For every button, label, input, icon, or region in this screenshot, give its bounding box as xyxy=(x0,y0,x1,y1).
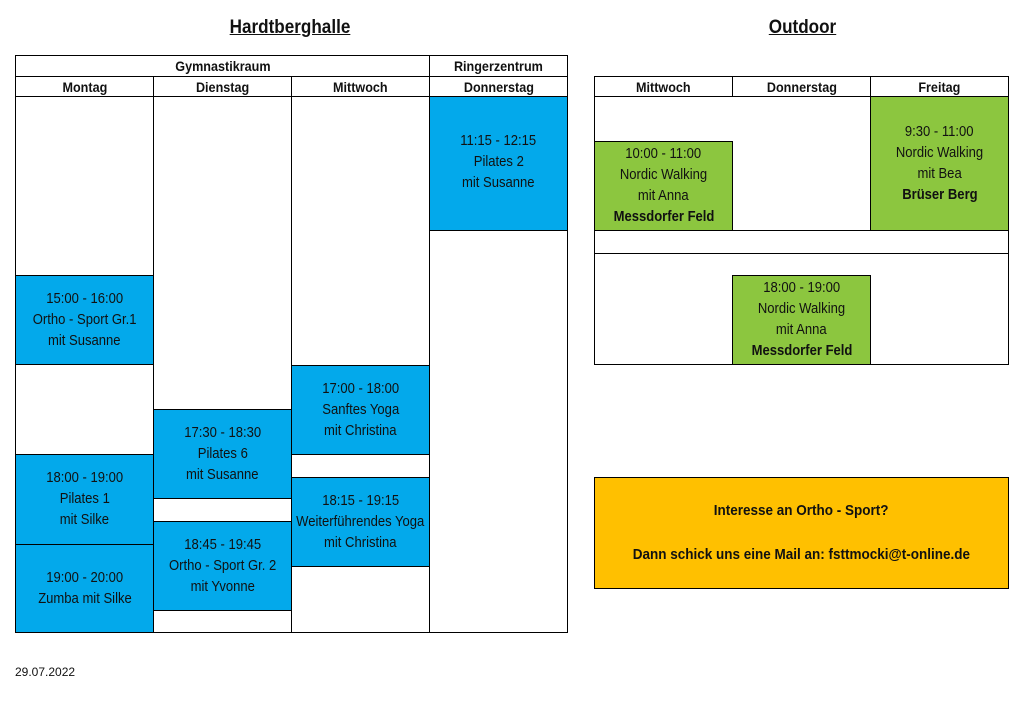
day-header-donnerstag xyxy=(732,76,871,97)
event-course: Pilates 2 xyxy=(473,154,524,170)
day-label: Mittwoch xyxy=(333,78,388,95)
group-label: Ringerzentrum xyxy=(454,58,543,74)
group-header-ringerzentrum xyxy=(429,55,568,77)
event-sanftes-yoga[interactable] xyxy=(291,365,430,455)
event-course: Pilates 1 xyxy=(59,491,110,507)
event-time: 10:00 - 11:00 xyxy=(625,146,702,162)
event-time: 18:45 - 19:45 xyxy=(184,536,261,553)
event-time: 18:15 - 19:15 xyxy=(322,492,399,509)
event-pilates-1[interactable] xyxy=(15,454,154,545)
event-course: Zumba mit Silke xyxy=(37,590,132,607)
event-time: 17:30 - 18:30 xyxy=(184,424,261,441)
event-trainer: mit Susanne xyxy=(462,175,535,191)
event-trainer: mit Yvonne xyxy=(190,578,255,595)
event-pilates-6[interactable] xyxy=(153,409,292,499)
event-trainer: mit Bea xyxy=(917,166,962,182)
day-label: Freitag xyxy=(918,78,961,95)
day-label: Montag xyxy=(62,78,107,95)
event-trainer: mit Susanne xyxy=(186,466,259,483)
event-trainer: mit Susanne xyxy=(48,332,121,349)
event-time: 19:00 - 20:00 xyxy=(46,569,123,586)
event-course: Ortho - Sport Gr.1 xyxy=(32,311,137,328)
outdoor-title: Outdoor xyxy=(768,17,837,38)
info-question: Interesse an Ortho - Sport? xyxy=(714,502,889,519)
event-ortho-sport-gr2[interactable] xyxy=(153,521,292,611)
event-course: Sanftes Yoga xyxy=(322,401,399,418)
event-course: Nordic Walking xyxy=(757,301,846,317)
day-header-mittwoch xyxy=(291,76,430,97)
day-label: Donnerstag xyxy=(463,78,534,95)
event-location: Messdorfer Feld xyxy=(613,209,714,225)
event-course: Pilates 6 xyxy=(197,445,248,462)
event-course: Nordic Walking xyxy=(895,145,984,161)
event-location: Messdorfer Feld xyxy=(751,343,852,359)
event-nordic-walking-bea[interactable] xyxy=(870,96,1009,231)
event-time: 18:00 - 19:00 xyxy=(763,280,840,296)
day-header-donnerstag xyxy=(429,76,568,97)
day-header-mittwoch xyxy=(594,76,733,97)
event-trainer: mit Anna xyxy=(776,322,827,338)
day-label: Donnerstag xyxy=(766,78,837,95)
event-nordic-walking-anna-evening[interactable] xyxy=(732,275,871,365)
event-course: Weiterführendes Yoga xyxy=(296,513,425,530)
info-contact-email[interactable]: Dann schick uns eine Mail an: fsttmocki@t-online.de xyxy=(632,546,971,563)
event-location: Brüser Berg xyxy=(901,187,978,203)
event-trainer: mit Christina xyxy=(324,422,397,439)
event-course: Ortho - Sport Gr. 2 xyxy=(168,557,277,574)
group-header-gymnastikraum xyxy=(15,55,430,77)
event-ortho-sport-gr1[interactable] xyxy=(15,275,154,365)
group-label: Gymnastikraum xyxy=(174,58,271,74)
event-trainer: mit Silke xyxy=(59,512,110,528)
event-time: 9:30 - 11:00 xyxy=(905,124,974,140)
event-trainer: mit Christina xyxy=(324,534,397,551)
event-course: Nordic Walking xyxy=(619,167,708,183)
event-time: 11:15 - 12:15 xyxy=(460,133,537,149)
event-time: 15:00 - 16:00 xyxy=(46,290,123,307)
event-trainer: mit Anna xyxy=(638,188,689,204)
contact-info-box xyxy=(594,477,1009,589)
event-zumba[interactable] xyxy=(15,544,154,633)
day-header-montag xyxy=(15,76,154,97)
day-header-dienstag xyxy=(153,76,292,97)
day-label: Dienstag xyxy=(195,78,250,95)
day-header-freitag xyxy=(870,76,1009,97)
event-time: 17:00 - 18:00 xyxy=(322,380,399,397)
hardtberghalle-title: Hardtberghalle xyxy=(229,17,351,38)
document-date: 29.07.2022 xyxy=(15,665,76,679)
day-label: Mittwoch xyxy=(636,78,691,95)
event-time: 18:00 - 19:00 xyxy=(46,470,123,486)
event-pilates-2[interactable] xyxy=(429,96,568,231)
event-weiterfuehrendes-yoga[interactable] xyxy=(291,477,430,567)
event-nordic-walking-anna-morning[interactable] xyxy=(594,141,733,231)
